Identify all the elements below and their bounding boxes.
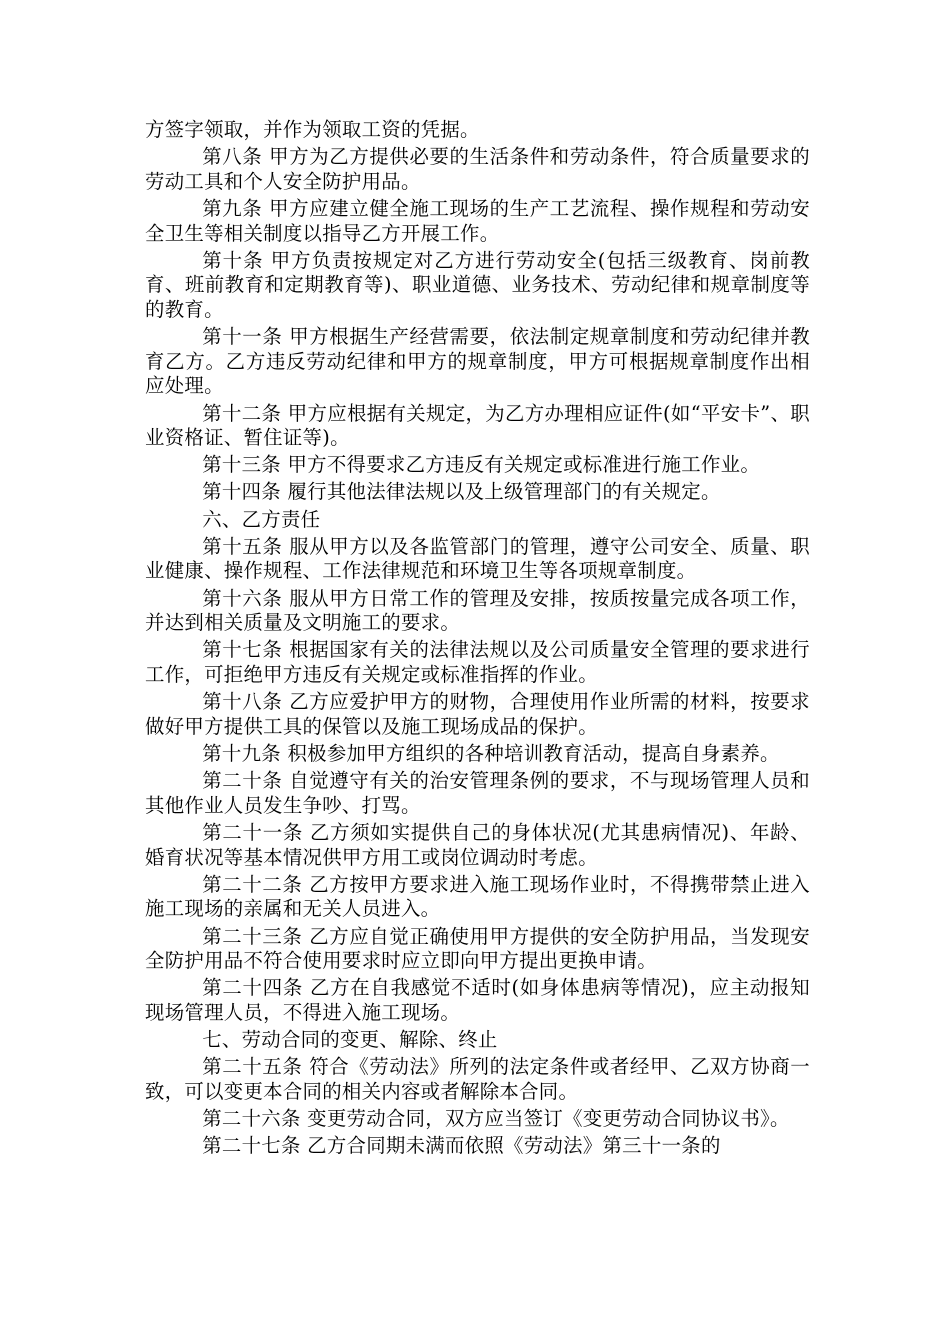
paragraph-article-9: 第九条 甲方应建立健全施工现场的生产工艺流程、操作规程和劳动安全卫生等相关制度以指导乙方开展工作。 bbox=[145, 196, 810, 245]
paragraph-continuation: 方签字领取，并作为领取工资的凭据。 bbox=[145, 118, 480, 141]
paragraph-article-21: 第二十一条 乙方须如实提供自己的身体状况(尤其患病情况)、年龄、婚育状况等基本情况供甲方用工或岗位调动时考虑。 bbox=[145, 820, 810, 869]
document-body bbox=[145, 118, 810, 1161]
paragraph-article-13: 第十三条 甲方不得要求乙方违反有关规定或标准进行施工作业。 bbox=[202, 453, 761, 477]
paragraph-article-8: 第八条 甲方为乙方提供必要的生活条件和劳动条件，符合质量要求的劳动工具和个人安全防护用品。 bbox=[145, 145, 810, 193]
paragraph-article-19: 第十九条 积极参加甲方组织的各种培训教育活动，提高自身素养。 bbox=[202, 741, 780, 765]
paragraph-article-12: 第十二条 甲方应根据有关规定，为乙方办理相应证件(如“平安卡”、职业资格证、暂住证等)。 bbox=[145, 401, 810, 450]
paragraph-article-18: 第十八条 乙方应爱护甲方的财物，合理使用作业所需的材料，按要求做好甲方提供工具的保管以及施工现场成品的保护。 bbox=[145, 690, 810, 738]
section-heading-party-b-duties: 六、乙方责任 bbox=[202, 507, 321, 531]
paragraph-article-11: 第十一条 甲方根据生产经营需要，依法制定规章制度和劳动纪律并教育乙方。乙方违反劳动纪律和甲方的规章制度，甲方可根据规章制度作出相应处理。 bbox=[145, 325, 810, 398]
paragraph-article-20: 第二十条 自觉遵守有关的治安管理条例的要求，不与现场管理人员和其他作业人员发生争吵、打骂。 bbox=[145, 769, 810, 817]
section-heading-contract-changes: 七、劳动合同的变更、解除、终止 bbox=[202, 1028, 498, 1052]
paragraph-article-25: 第二十五条 符合《劳动法》所列的法定条件或者经甲、乙双方协商一致，可以变更本合同的相关内容或者解除本合同。 bbox=[145, 1055, 810, 1103]
paragraph-article-23: 第二十三条 乙方应自觉正确使用甲方提供的安全防护用品，当发现安全防护用品不符合使用要求时应立即向甲方提出更换申请。 bbox=[145, 924, 810, 973]
paragraph-article-16: 第十六条 服从甲方日常工作的管理及安排，按质按量完成各项工作，并达到相关质量及文明施工的要求。 bbox=[145, 586, 810, 635]
paragraph-article-26: 第二十六条 变更劳动合同，双方应当签订《变更劳动合同协议书》。 bbox=[202, 1107, 790, 1131]
paragraph-article-10: 第十条 甲方负责按规定对乙方进行劳动安全(包括三级教育、岗前教育、班前教育和定期教育等)、职业道德、业务技术、劳动纪律和规章制度等的教育。 bbox=[145, 248, 810, 321]
paragraph-article-27: 第二十七条 乙方合同期未满而依照《劳动法》第三十一条的 bbox=[202, 1134, 721, 1158]
paragraph-article-22: 第二十二条 乙方按甲方要求进入施工现场作业时，不得携带禁止进入施工现场的亲属和无关人员进入。 bbox=[145, 872, 810, 921]
paragraph-article-24: 第二十四条 乙方在自我感觉不适时(如身体患病等情况)，应主动报知现场管理人员，不得进入施工现场。 bbox=[145, 976, 810, 1024]
paragraph-article-14: 第十四条 履行其他法律法规以及上级管理部门的有关规定。 bbox=[202, 480, 721, 504]
paragraph-article-15: 第十五条 服从甲方以及各监管部门的管理，遵守公司安全、质量、职业健康、操作规程、工作法律规范和环境卫生等各项规章制度。 bbox=[145, 534, 810, 583]
paragraph-article-17: 第十七条 根据国家有关的法律法规以及公司质量安全管理的要求进行工作，可拒绝甲方违反有关规定或标准指挥的作业。 bbox=[145, 638, 810, 686]
